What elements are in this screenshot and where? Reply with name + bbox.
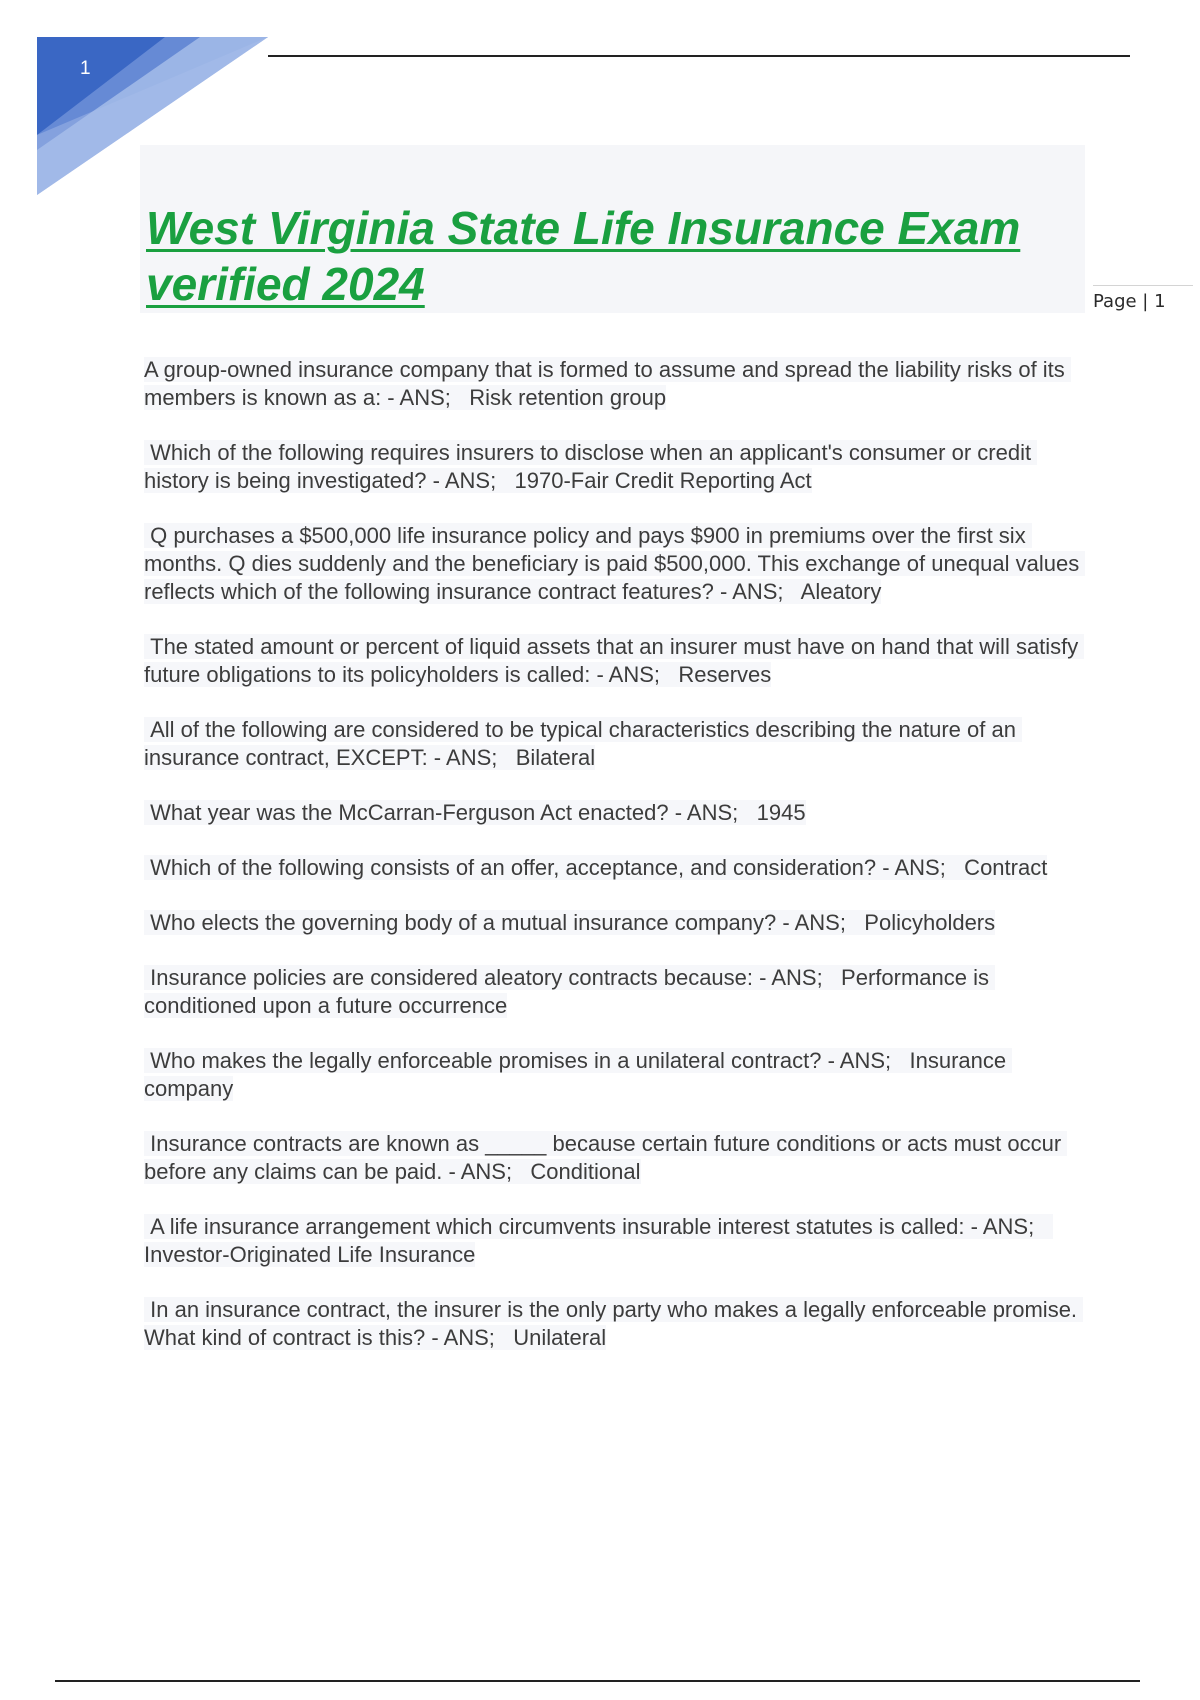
qa-item: [144, 633, 1084, 689]
qa-text: Who elects the governing body of a mutual insurance company? - ANS; Policyholders: [144, 910, 996, 935]
qa-text: Who makes the legally enforceable promises in a unilateral contract? - ANS; Insurance company: [144, 1048, 1013, 1101]
qa-item: [144, 1213, 1084, 1269]
qa-text: The stated amount or percent of liquid assets that an insurer must have on hand that will satisfy future obligations to its policyholders is called: - ANS; Reserves: [144, 634, 1085, 687]
page-number-badge: 1: [80, 58, 91, 79]
qa-text: Insurance policies are considered aleatory contracts because: - ANS; Performance is conditioned upon a future occurrence: [144, 965, 996, 1018]
document-title: West Virginia State Life Insurance Exam verified 2024: [146, 202, 1021, 310]
qa-item: [144, 964, 1084, 1020]
header-rule: [268, 55, 1130, 57]
page-label: Page | 1: [1093, 285, 1193, 312]
qa-text: A life insurance arrangement which circumvents insurable interest statutes is called: - ANS; Investor-Originated Life Insurance: [144, 1214, 1053, 1267]
qa-item: [144, 356, 1084, 412]
qa-list: [144, 356, 1084, 1379]
qa-item: [144, 799, 1084, 827]
qa-text: All of the following are considered to be typical characteristics describing the nature of an insurance contract, EXCEPT: - ANS; Bilateral: [144, 717, 1023, 770]
qa-item: [144, 522, 1084, 606]
qa-text: Which of the following consists of an offer, acceptance, and consideration? - ANS; Contract: [144, 855, 1048, 880]
qa-item: [144, 716, 1084, 772]
footer-rule: [55, 1680, 1140, 1682]
qa-text: What year was the McCarran-Ferguson Act enacted? - ANS; 1945: [144, 800, 806, 825]
qa-text: A group-owned insurance company that is formed to assume and spread the liability risks of its members is known as a: - ANS; Risk retention group: [144, 357, 1071, 410]
qa-item: [144, 854, 1084, 882]
qa-text: In an insurance contract, the insurer is the only party who makes a legally enforceable promise. What kind of contract is this? - ANS; Unilateral: [144, 1297, 1084, 1350]
qa-text: Which of the following requires insurers to disclose when an applicant's consumer or credit history is being investigated? - ANS; 1970-Fair Credit Reporting Act: [144, 440, 1038, 493]
qa-text: Q purchases a $500,000 life insurance policy and pays $900 in premiums over the first six months. Q dies suddenly and the beneficiary is paid $500,000. This exchange of unequal values reflects which of the following insurance contract features? - ANS; Aleatory: [144, 523, 1086, 604]
qa-item: [144, 1047, 1084, 1103]
qa-item: [144, 1130, 1084, 1186]
qa-text: Insurance contracts are known as _____ because certain future conditions or acts must occur before any claims can be paid. - ANS; Conditional: [144, 1131, 1068, 1184]
qa-item: [144, 909, 1084, 937]
qa-item: [144, 1296, 1084, 1352]
qa-item: [144, 439, 1084, 495]
